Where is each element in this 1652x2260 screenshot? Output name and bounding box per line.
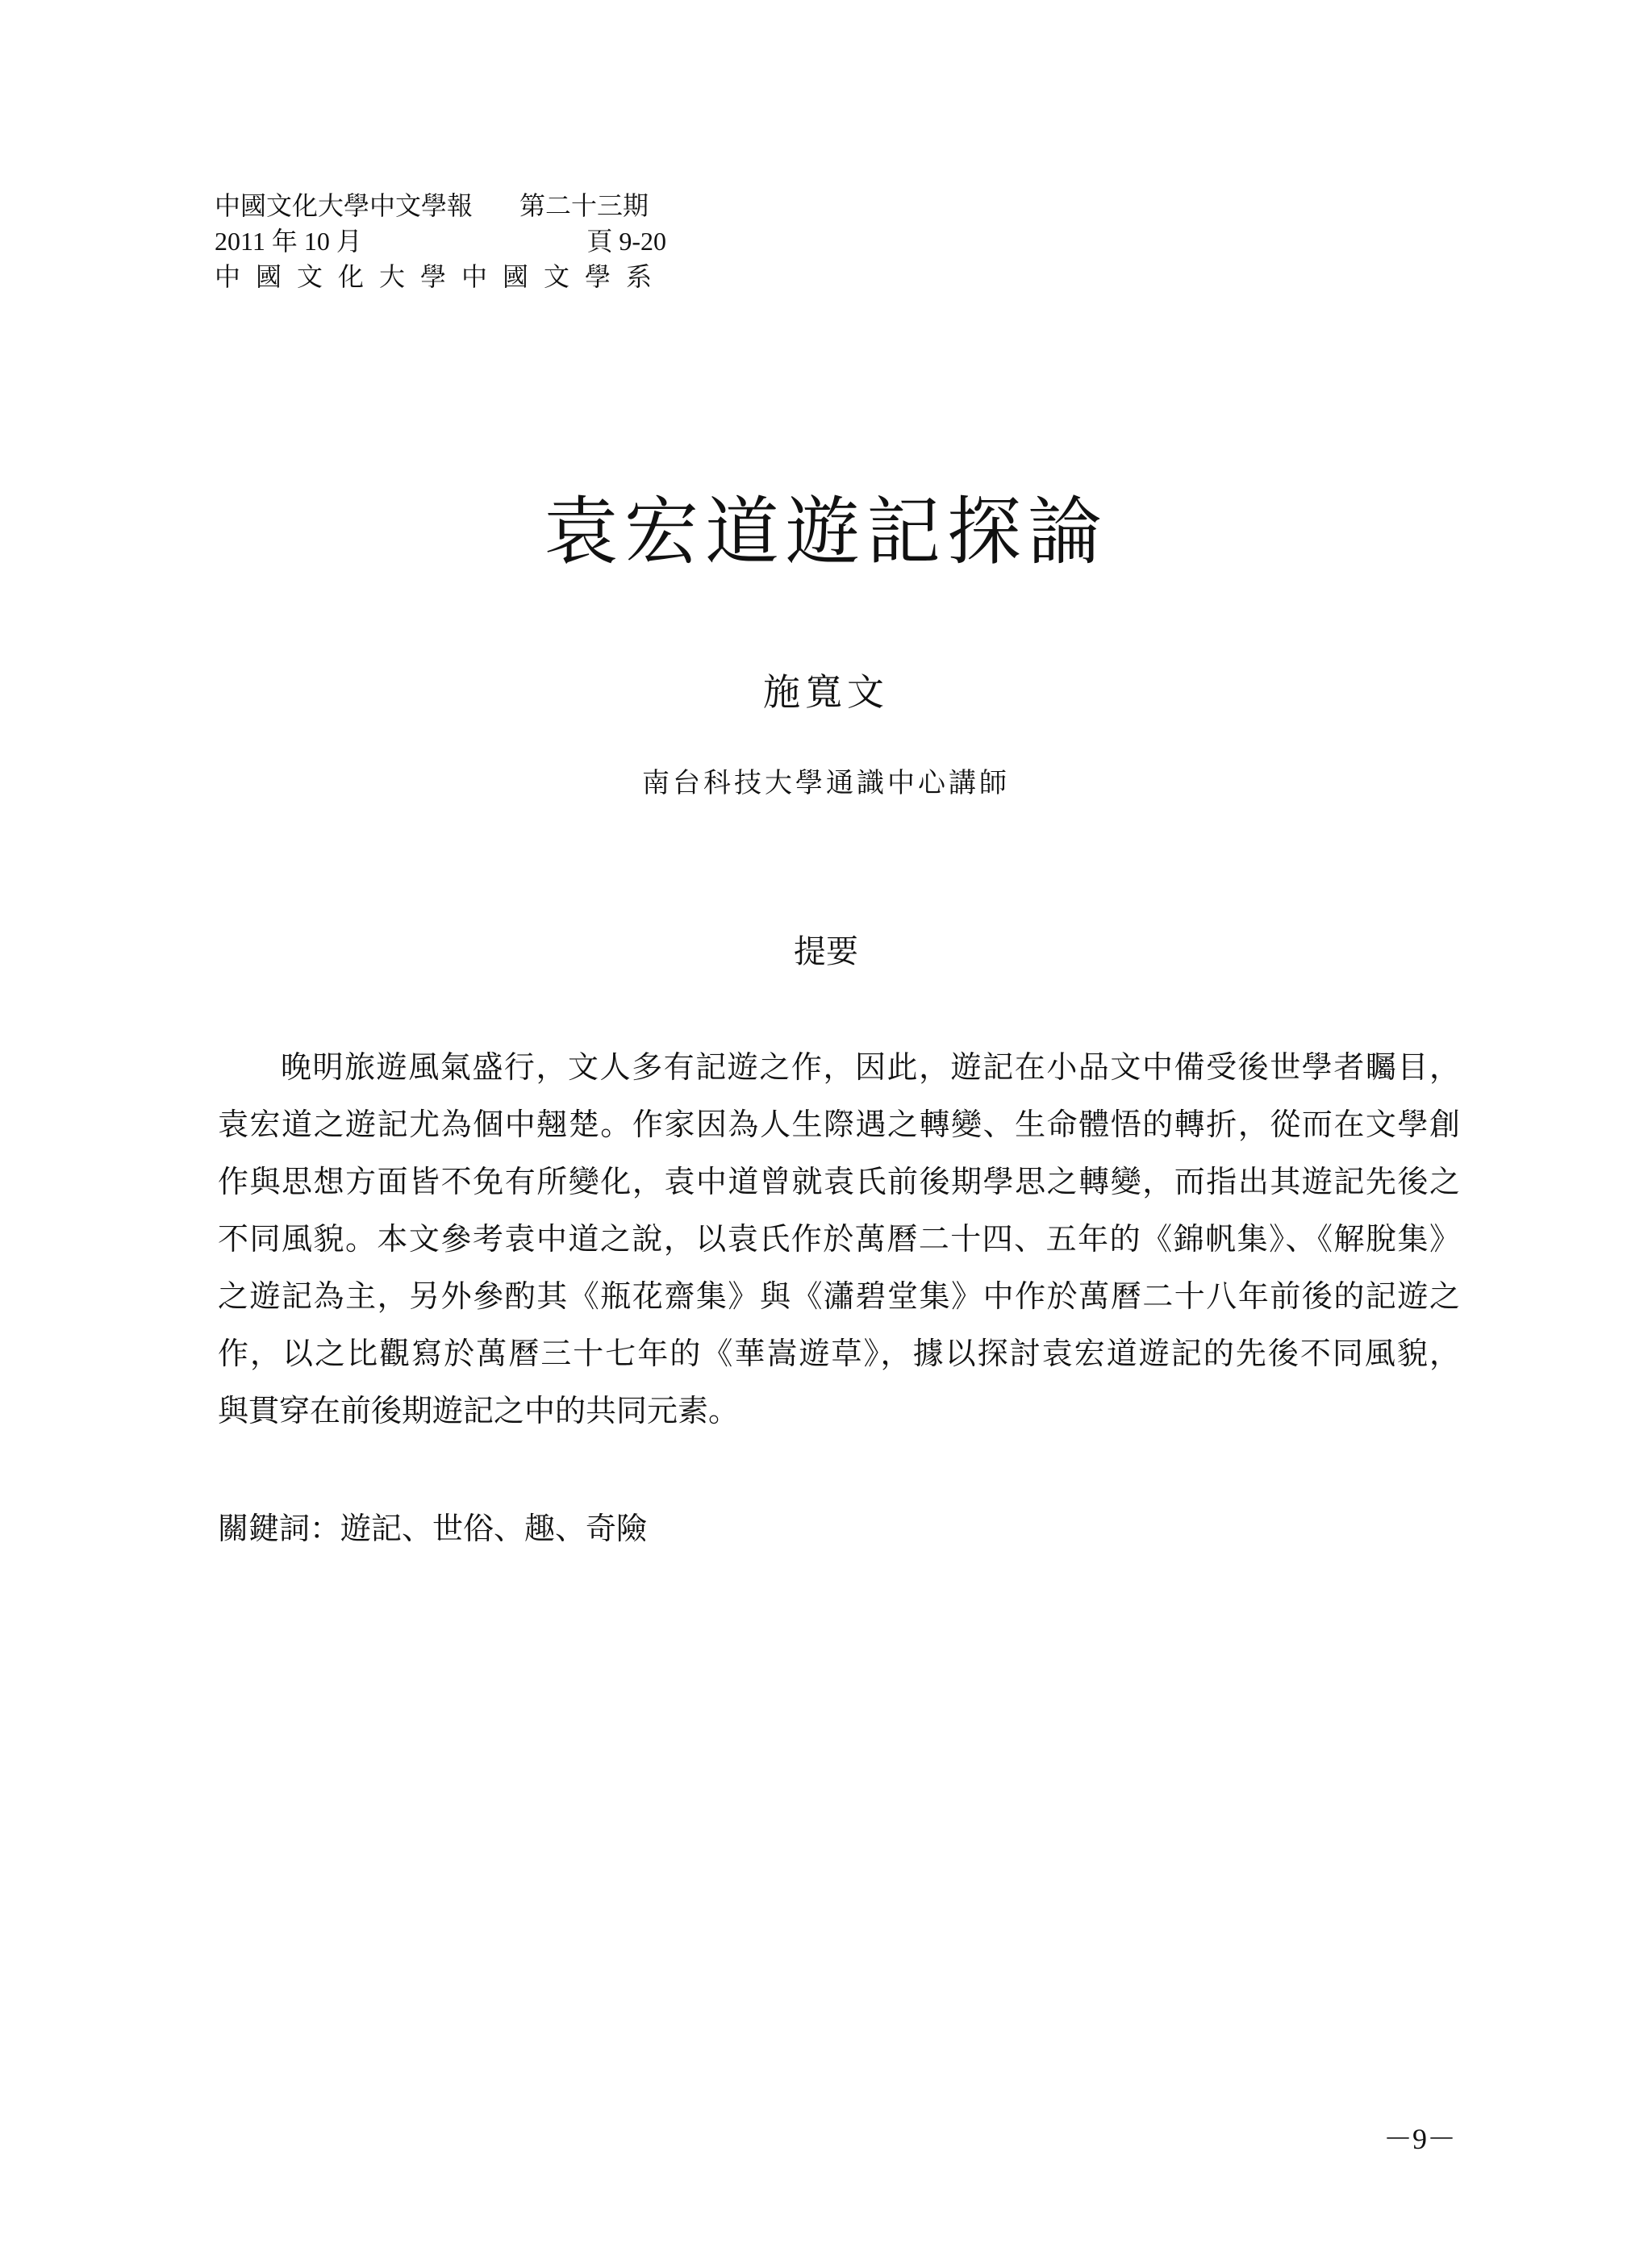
abstract-line: 晚明旅遊風氣盛行，文人多有記遊之作，因此，遊記在小品文中備受後世學者矚目， <box>281 1049 1460 1085</box>
author-name: 施寬文 <box>763 670 889 714</box>
abstract-line: 作與思想方面皆不免有所變化，袁中道曾就袁氏前後期學思之轉變，而指出其遊記先後之 <box>218 1164 1460 1199</box>
journal-name: 中國文化大學中文學報 <box>215 191 473 220</box>
abstract-line: 作，以之比觀寫於萬曆三十七年的《華嵩遊草》，據以探討袁宏道遊記的先後不同風貌， <box>218 1336 1460 1371</box>
keywords: 關鍵詞：遊記、世俗、趣、奇險 <box>218 1511 648 1546</box>
article-title: 袁宏道遊記探論 <box>543 489 1108 575</box>
journal-header <box>215 188 666 294</box>
department-name: 中國文化大學中國文學系 <box>215 262 668 291</box>
journal-issue: 第二十三期 <box>519 191 649 220</box>
page-number: －9－ <box>1383 2123 1457 2155</box>
abstract-line: 與貫穿在前後期遊記之中的共同元素。 <box>218 1393 740 1428</box>
author-affiliation: 南台科技大學通識中心講師 <box>642 767 1010 799</box>
page-range: 頁 9-20 <box>586 227 666 256</box>
abstract-line: 之遊記為主，另外參酌其《瓶花齋集》與《瀟碧堂集》中作於萬曆二十八年前後的記遊之 <box>218 1278 1460 1314</box>
header-line-date <box>215 223 666 259</box>
abstract-line: 袁宏道之遊記尤為個中翹楚。作家因為人生際遇之轉變、生命體悟的轉折，從而在文學創 <box>218 1107 1460 1142</box>
abstract-heading: 提要 <box>794 933 858 970</box>
abstract-line: 不同風貌。本文參考袁中道之說，以袁氏作於萬曆二十四、五年的《錦帆集》、《解脫集》 <box>218 1221 1460 1257</box>
header-line-journal <box>215 188 666 223</box>
abstract-body <box>218 1039 1460 1440</box>
publication-date: 2011 年 10 月 <box>215 227 362 256</box>
